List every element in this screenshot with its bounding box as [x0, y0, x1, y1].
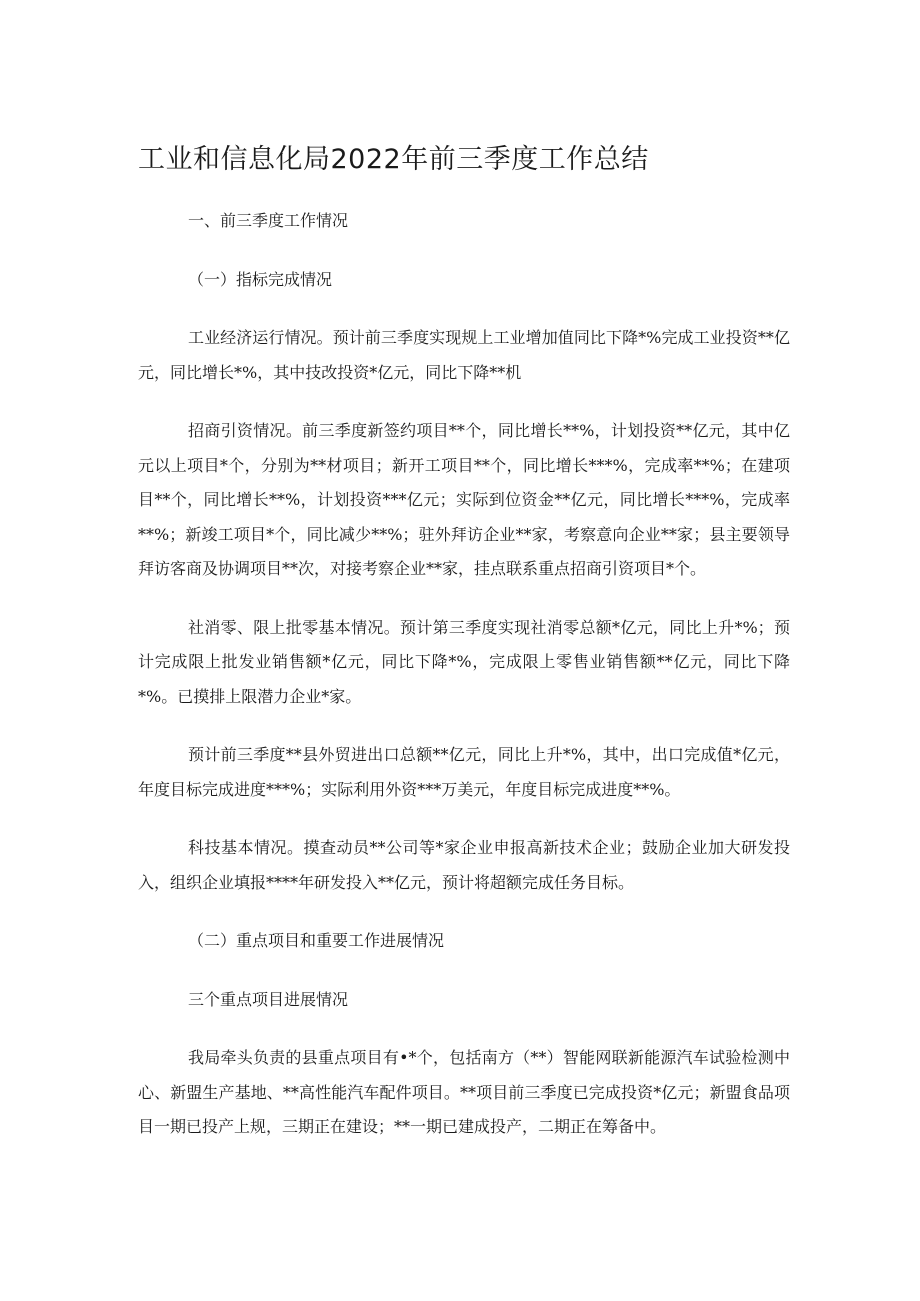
paragraph-science-technology: 科技基本情况。摸查动员**公司等*家企业申报高新技术企业；鼓励企业加大研发投入，组织企业填报****年研发投入**亿元，预计将超额完成任务目标。: [138, 838, 790, 892]
paragraph-investment-attraction: 招商引资情况。前三季度新签约项目**个，同比增长**%，计划投资**亿元，其中亿元以上项目*个，分别为**材项目；新开工项目**个，同比增长***%，完成率**%；在建项目**个，同比增长**%，计划投资***亿元；实际到位资金**亿元，同比增长***%，完成率**%；新竣工项目*个，同比减少**%；驻外拜访企业**家，考察意向企业**家；县主要领导拜访客商及协调项目**次，对接考察企业**家，挂点联系重点招商引资项目*个。: [138, 421, 790, 578]
paragraph-foreign-trade: 预计前三季度**县外贸进出口总额**亿元，同比上升*%，其中，出口完成值*亿元，年度目标完成进度***%；实际利用外资***万美元，年度目标完成进度**%。: [138, 745, 790, 799]
sub-heading-key-projects: 三个重点项目进展情况: [188, 989, 349, 1009]
paragraph-industrial-economy: 工业经济运行情况。预计前三季度实现规上工业增加值同比下降*%完成工业投资**亿元，同比增长*%，其中技改投资*亿元，同比下降**机: [138, 328, 790, 382]
paragraph-key-projects: 我局牵头负责的县重点项目有•*个，包括南方（**）智能网联新能源汽车试验检测中心、新盟生产基地、**高性能汽车配件项目。**项目前三季度已完成投资*亿元；新盟食品项目一期已投产上规，三期正在建设；**一期已建成投产，二期正在筹备中。: [138, 1048, 790, 1136]
subsection-heading-2: （二）重点项目和重要工作进展情况: [188, 931, 445, 950]
subsection-heading-1: （一）指标完成情况: [188, 269, 333, 289]
document-title: 工业和信息化局2022年前三季度工作总结: [138, 144, 649, 175]
paragraph-retail-wholesale: 社消零、限上批零基本情况。预计第三季度实现社消零总额*亿元，同比上升*%；预计完成限上批发业销售额*亿元，同比下降*%，完成限上零售业销售额**亿元，同比下降*%。已摸排上限潜力企业*家。: [138, 617, 790, 706]
section-heading-1: 一、前三季度工作情况: [188, 211, 349, 230]
document-body: [138, 204, 790, 1169]
